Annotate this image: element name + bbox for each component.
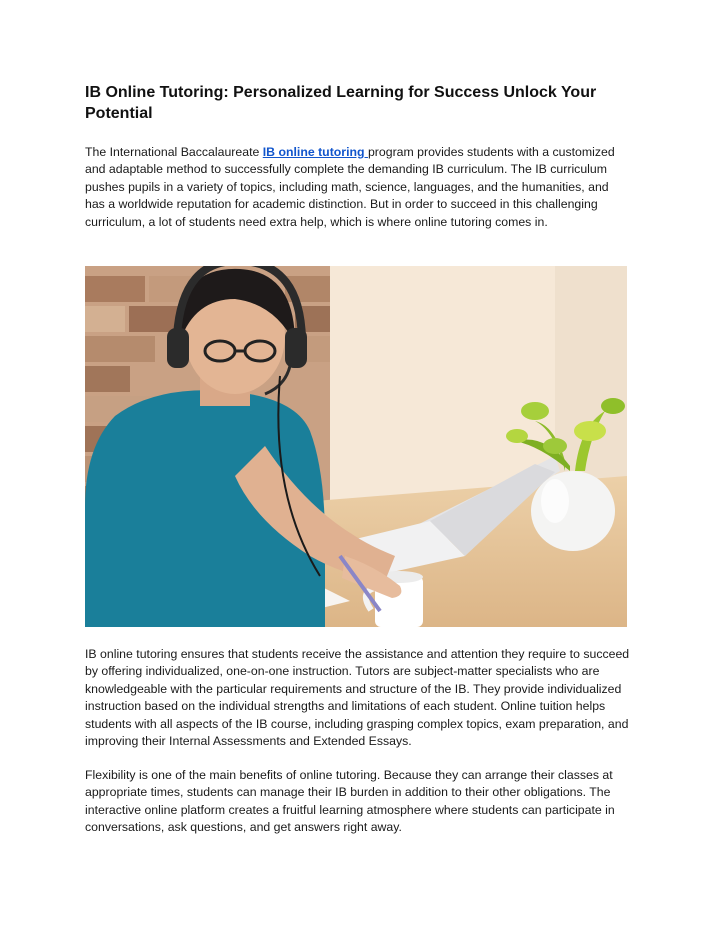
paragraph-2: IB online tutoring ensures that students receive the assistance and attention they require to succeed by offering individualized, one-on-one instruction. Tutors are subject-matter specialists who are knowledgeable with the particular requirements and structure of the IB. They provide individualized instruction based on the individual strengths and limitations of each student. Online tuition helps students with all aspects of the IB course, including grasping complex topics, exam preparation, and improving their Internal Assessments and Extended Essays. <box>85 647 630 749</box>
intro-text-after-link: program provides students with a customized and adaptable method to successfully complete the demanding IB curriculum. The IB curriculum pushes pupils in a variety of topics, including math, science, languages, and the humanities, and has a worldwide reputation for academic distinction. But in order to succeed in this challenging curriculum, a lot of students need extra help, which is where online tutoring comes in. <box>85 145 615 229</box>
article-title: IB Online Tutoring: Personalized Learning for Success Unlock Your Potential <box>85 84 597 122</box>
intro-paragraph <box>85 144 630 231</box>
intro-text-before-link: The International Baccalaureate <box>85 145 263 159</box>
paragraph-3: Flexibility is one of the main benefits of online tutoring. Because they can arrange their classes at appropriate times, students can manage their IB burden in addition to their other obligations. The interactive online platform creates a fruitful learning atmosphere where students can participate in conversations, ask questions, and get answers right away. <box>85 768 615 835</box>
student-tutoring-photo <box>85 266 627 627</box>
ib-online-tutoring-link[interactable]: IB online tutoring <box>262 145 368 159</box>
